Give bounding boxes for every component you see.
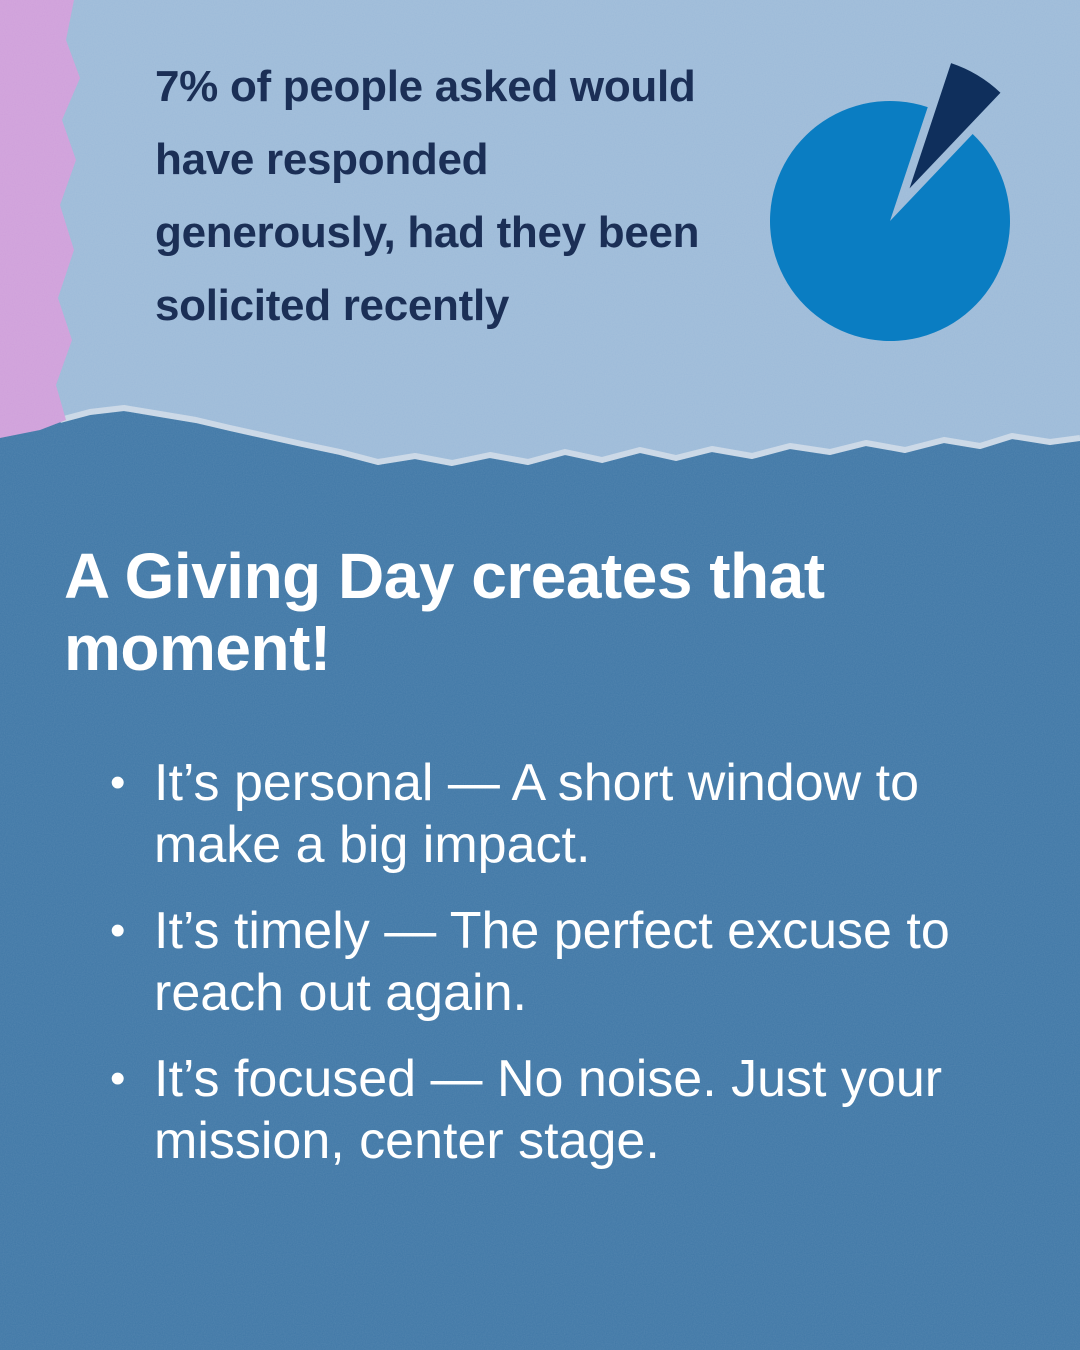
benefit-item	[110, 752, 1060, 876]
benefit-item	[110, 900, 1060, 1024]
benefit-list	[110, 752, 1060, 1196]
bullet-dot: •	[110, 758, 126, 807]
benefit-text: It’s personal — A short window to make a big impact.	[154, 754, 919, 874]
benefit-item	[110, 1048, 1060, 1172]
headline: A Giving Day creates that moment!	[64, 540, 825, 684]
benefit-text: It’s focused — No noise. Just your mission, center stage.	[154, 1050, 943, 1170]
pie-chart	[760, 36, 1020, 346]
stat-percent: 7%	[155, 62, 218, 111]
bullet-dot: •	[110, 1054, 126, 1103]
stat-description: of people asked would have responded generously, had they been solicited recently	[155, 62, 700, 330]
stat-text	[155, 50, 715, 342]
pie-main-segment	[770, 101, 1010, 341]
bullet-dot: •	[110, 906, 126, 955]
benefit-text: It’s timely — The perfect excuse to reach out again.	[154, 902, 950, 1022]
